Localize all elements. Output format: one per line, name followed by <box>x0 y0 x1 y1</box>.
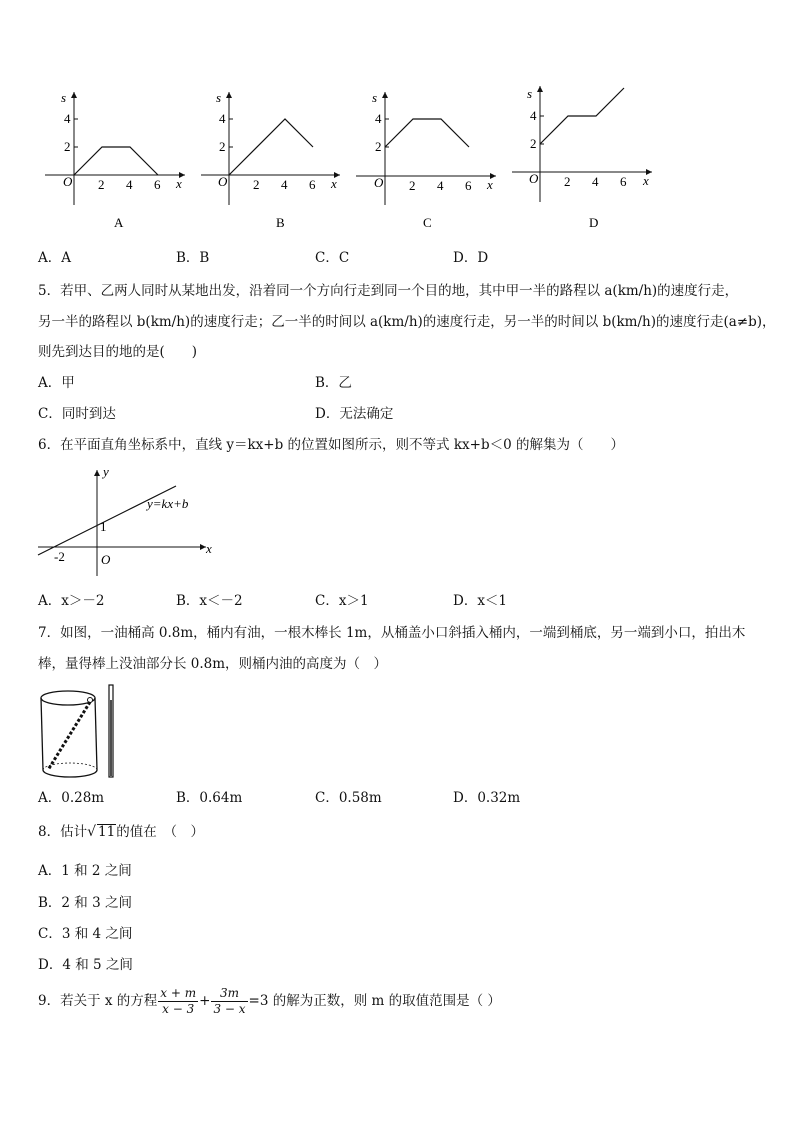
q8-option-b: B．2 和 3 之间 <box>38 895 132 911</box>
graph-a-tick: 2 <box>98 177 105 192</box>
q8-stem: 8．估计√ 11的值在 （ ） <box>38 824 204 840</box>
q9-plus: + <box>199 993 211 1009</box>
q5-option-b: B．乙 <box>315 375 352 391</box>
q6-graph <box>30 462 230 584</box>
q7-option-b: B．0.64m <box>176 790 243 806</box>
graph-b-tick: 2 <box>253 177 260 192</box>
graph-a <box>45 90 185 230</box>
graph-b-o: O <box>218 174 228 189</box>
graph-a-curve <box>74 147 158 175</box>
q6-intercept-x: -2 <box>54 549 65 564</box>
q5-line-2: 另一半的路程以 b(km/h)的速度行走；乙一半的时间以 a(km/h)的速度行走，另一半的时间以 b(km/h)的速度行走(a≠b)， <box>38 314 776 330</box>
q8-option-d: D．4 和 5 之间 <box>38 957 133 973</box>
q4-option-c: C．C <box>315 250 350 266</box>
graph-d-tick: 6 <box>620 174 627 189</box>
q9-frac1-num: x + m <box>160 986 197 1000</box>
q9-frac2-den: 3 − x <box>213 1002 246 1016</box>
q9-fraction-2 <box>211 986 247 1017</box>
q6-intercept-y: 1 <box>100 519 107 534</box>
graph-b-label: B <box>276 215 285 230</box>
graph-a-x: x <box>176 176 182 191</box>
q8-option-c: C．3 和 4 之间 <box>38 926 133 942</box>
q7-line-1: 7．如图，一油桶高 0.8m，桶内有油，一根木棒长 1m，从桶盖小口斜插入桶内，一端到桶底，另一端到小口，拍出木 <box>38 625 746 641</box>
graph-d-tick: 4 <box>530 108 537 123</box>
graph-d-tick: 2 <box>530 136 537 151</box>
graph-b-tick: 2 <box>219 139 226 154</box>
graph-d-o: O <box>529 171 539 186</box>
q6-option-b: B．x＜－2 <box>176 593 243 609</box>
q6-axis-y: y <box>103 464 109 479</box>
q6-stem: 6．在平面直角坐标系中，直线 y＝kx+b 的位置如图所示，则不等式 kx+b＜0 的解集为（ ） <box>38 437 624 453</box>
q7-barrel-figure <box>38 682 124 782</box>
q6-option-d: D．x＜1 <box>453 593 508 609</box>
graph-b-tick: 4 <box>219 111 226 126</box>
graph-c-tick: 4 <box>437 178 444 193</box>
graph-d <box>512 86 652 230</box>
q9-stem <box>38 984 501 1018</box>
q8-option-a: A．1 和 2 之间 <box>38 863 132 879</box>
graph-b <box>201 90 340 230</box>
q4-option-b: B．B <box>176 250 210 266</box>
q6-axis-x: x <box>206 541 212 556</box>
q6-line-label: y=kx+b <box>147 496 189 511</box>
q8-radicand: 11 <box>98 824 116 840</box>
q6-option-c: C．x＞1 <box>315 593 369 609</box>
graph-a-tick: 2 <box>64 139 71 154</box>
q5-option-d: D．无法确定 <box>315 406 394 422</box>
q9-frac1-den: x − 3 <box>162 1002 195 1016</box>
graph-c-x: x <box>487 177 493 192</box>
q9-fraction-1 <box>158 986 198 1017</box>
graph-d-label: D <box>589 215 599 230</box>
graph-b-tick: 6 <box>309 177 316 192</box>
graph-b-tick: 4 <box>281 177 288 192</box>
q7-option-a: A．0.28m <box>38 790 105 806</box>
q7-option-d: D．0.32m <box>453 790 521 806</box>
graph-b-x: x <box>331 176 337 191</box>
q7-option-c: C．0.58m <box>315 790 382 806</box>
q6-option-a: A．x＞－2 <box>38 593 105 609</box>
q4-option-a: A．A <box>38 250 71 266</box>
graph-a-label: A <box>114 215 124 230</box>
graph-d-tick: 4 <box>592 174 599 189</box>
graph-a-s: s <box>61 90 67 105</box>
q5-option-a: A．甲 <box>38 375 75 391</box>
graph-d-tick: 2 <box>564 174 571 189</box>
graph-a-tick: 4 <box>126 177 133 192</box>
q9-stem-suffix: =3 的解为正数，则 m 的取值范围是（ ） <box>248 993 501 1009</box>
graph-d-curve <box>540 88 624 144</box>
q8-stem-suffix: 的值在 （ ） <box>116 824 204 840</box>
q9-stem-prefix: 9．若关于 x 的方程 <box>38 993 158 1009</box>
q4-option-d: D．D <box>453 250 489 266</box>
q5-line-1: 5．若甲、乙两人同时从某地出发，沿着同一个方向行走到同一个目的地，其中甲一半的路程以 a(km/h)的速度行走， <box>38 283 739 299</box>
graph-c-o: O <box>374 175 384 190</box>
graph-a-o: O <box>63 174 73 189</box>
q5-line-3: 则先到达目的地的是( ) <box>38 344 198 360</box>
q8-stem-prefix: 8．估计 <box>38 824 88 840</box>
graph-b-curve <box>229 119 313 175</box>
graph-c-tick: 4 <box>375 111 382 126</box>
q9-frac2-num: 3m <box>211 986 247 1002</box>
graph-c-curve <box>385 119 469 147</box>
graph-c-tick: 2 <box>375 139 382 154</box>
graph-a-tick: 4 <box>64 111 71 126</box>
graph-b-s: s <box>216 90 222 105</box>
q6-origin: O <box>101 552 111 567</box>
q4-graphs <box>0 0 794 240</box>
q7-stick-inside <box>48 702 90 770</box>
graph-c-s: s <box>372 90 378 105</box>
q7-line-2: 棒，量得棒上没油部分长 0.8m，则桶内油的高度为（ ） <box>38 656 388 672</box>
q5-option-c: C．同时到达 <box>38 406 116 422</box>
graph-a-tick: 6 <box>154 177 161 192</box>
graph-d-s: s <box>527 86 533 101</box>
graph-d-x: x <box>643 173 649 188</box>
graph-c-tick: 2 <box>409 178 416 193</box>
graph-c-label: C <box>423 215 432 230</box>
graph-c <box>356 90 496 230</box>
graph-c-tick: 6 <box>465 178 472 193</box>
